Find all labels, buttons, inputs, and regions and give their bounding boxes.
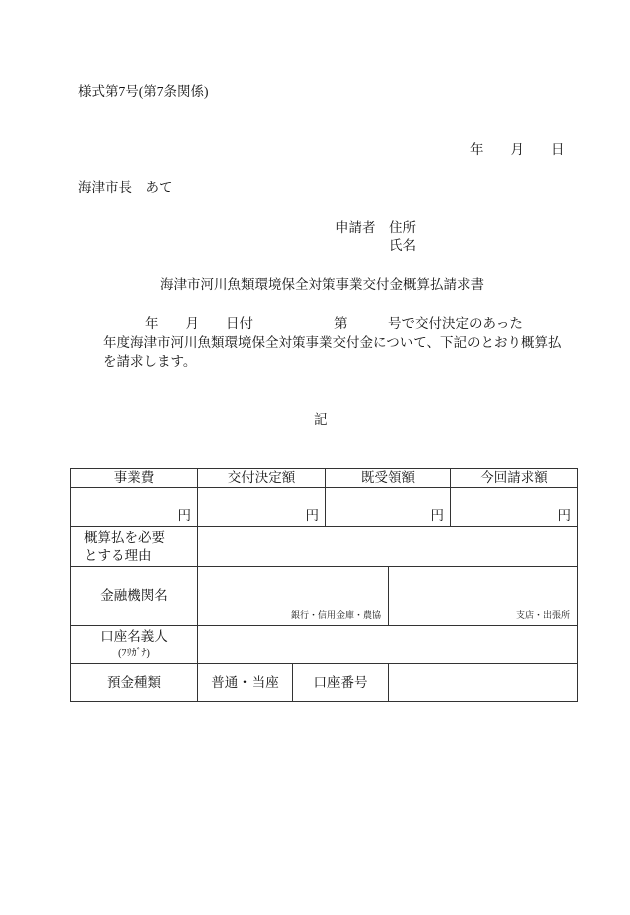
- grant-decided-amount-cell: [198, 488, 326, 527]
- branch-name-field: [389, 567, 578, 626]
- header-grant-decided-amount: 交付決定額: [198, 469, 326, 488]
- current-request-amount-cell: [451, 488, 578, 527]
- amount-row: [71, 488, 578, 527]
- note-heading: 記: [314, 412, 328, 427]
- bank-type-hint: 銀行・信用金庫・農協: [290, 610, 381, 620]
- account-holder-label: [71, 626, 198, 664]
- project-cost-cell: [71, 488, 198, 527]
- reason-field: [198, 527, 578, 567]
- header-current-request-amount: 今回請求額: [451, 469, 578, 488]
- request-table: [70, 468, 578, 702]
- date-line: 年 月 日: [470, 142, 565, 157]
- body-line-1: 年 月 日付 第 号で交付決定のあった: [145, 316, 523, 331]
- addressee: 海津市長 あて: [78, 180, 173, 195]
- reason-label: [71, 527, 198, 567]
- account-holder-field: [198, 626, 578, 664]
- account-number-field: [389, 664, 578, 702]
- account-holder-label-main: 口座名義人: [100, 629, 168, 644]
- applicant-label: 申請者: [335, 220, 376, 235]
- deposit-type-label: 預金種類: [71, 664, 198, 702]
- bank-name-field: [198, 567, 389, 626]
- account-number-label: 口座番号: [293, 664, 389, 702]
- reason-label-line-1: 概算払を必要: [84, 529, 165, 545]
- yen-unit: 円: [557, 508, 571, 523]
- yen-unit: 円: [177, 508, 191, 523]
- form-number: 様式第7号(第7条関係): [78, 84, 209, 99]
- reason-label-line-2: とする理由: [84, 547, 152, 563]
- account-holder-row: [71, 626, 578, 664]
- bank-row: [71, 567, 578, 626]
- applicant-address-label: 住所: [389, 220, 416, 235]
- header-already-received-amount: 既受領額: [326, 469, 451, 488]
- account-holder-kana-label: (ﾌﾘｶﾞﾅ): [118, 648, 150, 659]
- body-line-2: 年度海津市河川魚類環境保全対策事業交付金について、下記のとおり概算払: [103, 335, 562, 350]
- header-project-cost: 事業費: [71, 469, 198, 488]
- table-header-row: [71, 469, 578, 488]
- yen-unit: 円: [430, 508, 444, 523]
- already-received-amount-cell: [326, 488, 451, 527]
- reason-row: [71, 527, 578, 567]
- branch-type-hint: 支店・出張所: [515, 610, 570, 620]
- bank-label: 金融機関名: [71, 567, 198, 626]
- document-title: 海津市河川魚類環境保全対策事業交付金概算払請求書: [160, 277, 484, 292]
- yen-unit: 円: [305, 508, 319, 523]
- body-line-3: を請求します。: [103, 354, 197, 369]
- deposit-row: [71, 664, 578, 702]
- applicant-name-label: 氏名: [389, 238, 416, 253]
- deposit-type-options: 普通・当座: [198, 664, 293, 702]
